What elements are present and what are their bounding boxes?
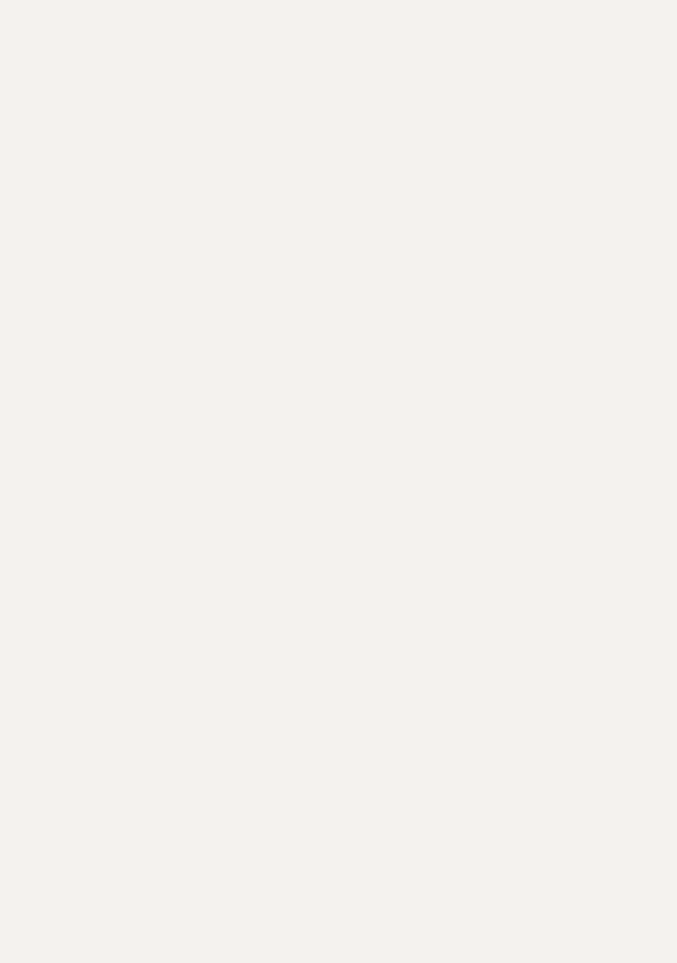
page-footer [0, 938, 677, 956]
